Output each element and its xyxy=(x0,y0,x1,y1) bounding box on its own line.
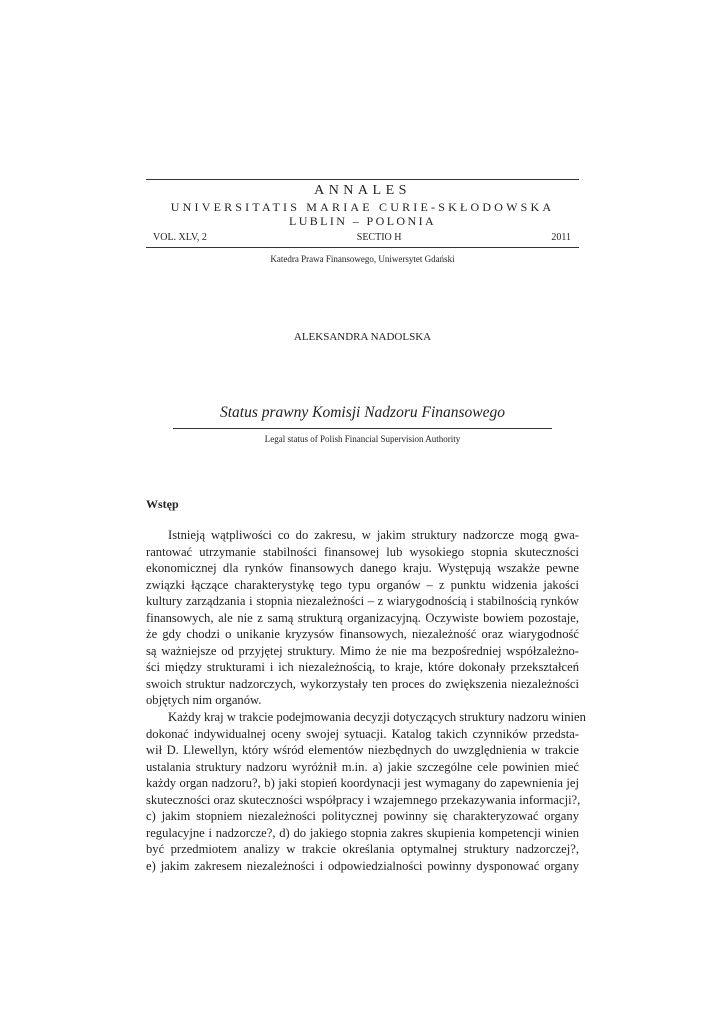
sectio-label: SECTIO H xyxy=(356,232,402,243)
body-text xyxy=(146,527,586,874)
journal-title: ANNALES xyxy=(314,183,411,198)
text-line: kultury zarządzania i stopnia niezależności – z wiarygodnością i stabilnością rynków xyxy=(146,594,579,609)
text-line: być przedmiotem analizy w trakcie określania optymalnej struktury nadzorczej?, xyxy=(146,842,579,857)
text-line: ekonomicznej dla rynków finansowych danego kraju. Występują wszakże pewne xyxy=(146,561,579,576)
paragraph xyxy=(146,527,579,709)
text-line: każdy organ nadzoru?, b) jaki stopień koordynacji jest wymagany do zapewnienia jej xyxy=(146,776,579,791)
text-line: regulacyjne i nadzorcze?, d) do jakiego stopnia zakres skupienia kompetencji winien xyxy=(146,825,579,840)
article-title: Status prawny Komisji Nadzoru Finansowego xyxy=(219,404,506,421)
title-rule xyxy=(173,428,552,429)
text-line: c) jakim stopniem niezależności politycznej powinny się charakteryzować organy xyxy=(146,809,579,824)
author-affiliation: Katedra Prawa Finansowego, Uniwersytet Gdański xyxy=(270,254,455,264)
text-line: ści między strukturami i ich niezależnością, to kraje, które dokonały przekształceń xyxy=(146,660,579,675)
header-top-rule xyxy=(146,179,579,180)
text-line: objętych nim organów. xyxy=(146,693,262,708)
publication-year: 2011 xyxy=(551,232,571,243)
text-line: Istnieją wątpliwości co do zakresu, w jakim struktury nadzorcze mogą gwa- xyxy=(168,528,579,542)
journal-location: LUBLIN – POLONIA xyxy=(288,214,437,228)
text-line: rantować utrzymanie stabilności finansowej lub wysokiego stopnia skuteczności xyxy=(146,544,579,559)
text-line: ustalania struktury nadzoru wyróżnił m.in. a) jakie szczególne cele powinien mieć xyxy=(146,759,579,774)
text-line: e) jakim zakresem niezależności i odpowiedzialności powinny dysponować organy xyxy=(146,858,579,873)
article-subtitle: Legal status of Polish Financial Supervision Authority xyxy=(264,434,461,444)
text-line: że gdy chodzi o unikanie kryzysów finansowych, niezależność oraz wiarygodność xyxy=(146,627,579,642)
text-line: skuteczności oraz skuteczności współpracy i wzajemnego przekazywania informacji?, xyxy=(146,792,581,807)
text-line: związki łączące charakterystykę tego typu organów – z punktu widzenia jakości xyxy=(146,577,579,592)
paragraph xyxy=(146,709,586,874)
volume-number: VOL. XLV, 2 xyxy=(153,232,207,243)
volume-line xyxy=(153,232,571,244)
university-name: UNIVERSITATIS MARIAE CURIE-SKŁODOWSKA xyxy=(170,200,555,214)
header-bottom-rule xyxy=(146,247,579,248)
text-line: są ważniejsze od przyjętej struktury. Mimo że nie ma bezpośredniej współzależno- xyxy=(146,643,579,658)
text-line: wił D. Llewellyn, który wśród elementów niezbędnych do uwzględnienia w trakcie xyxy=(146,743,579,758)
text-line: Każdy kraj w trakcie podejmowania decyzji dotyczących struktury nadzoru winien xyxy=(168,710,586,725)
section-heading: Wstęp xyxy=(146,497,179,511)
text-line: finansowych, ale nie z samą strukturą organizacyjną. Oczywiste bowiem pozostaje, xyxy=(146,610,579,625)
text-line: swoich struktur nadzorczych, wykorzystały ten proces do zwiększenia niezależności xyxy=(146,676,579,691)
author-name: ALEKSANDRA NADOLSKA xyxy=(293,331,432,343)
text-line: dokonać indywidualnej oceny swojej sytuacji. Katalog takich czynników przedsta- xyxy=(146,726,579,741)
